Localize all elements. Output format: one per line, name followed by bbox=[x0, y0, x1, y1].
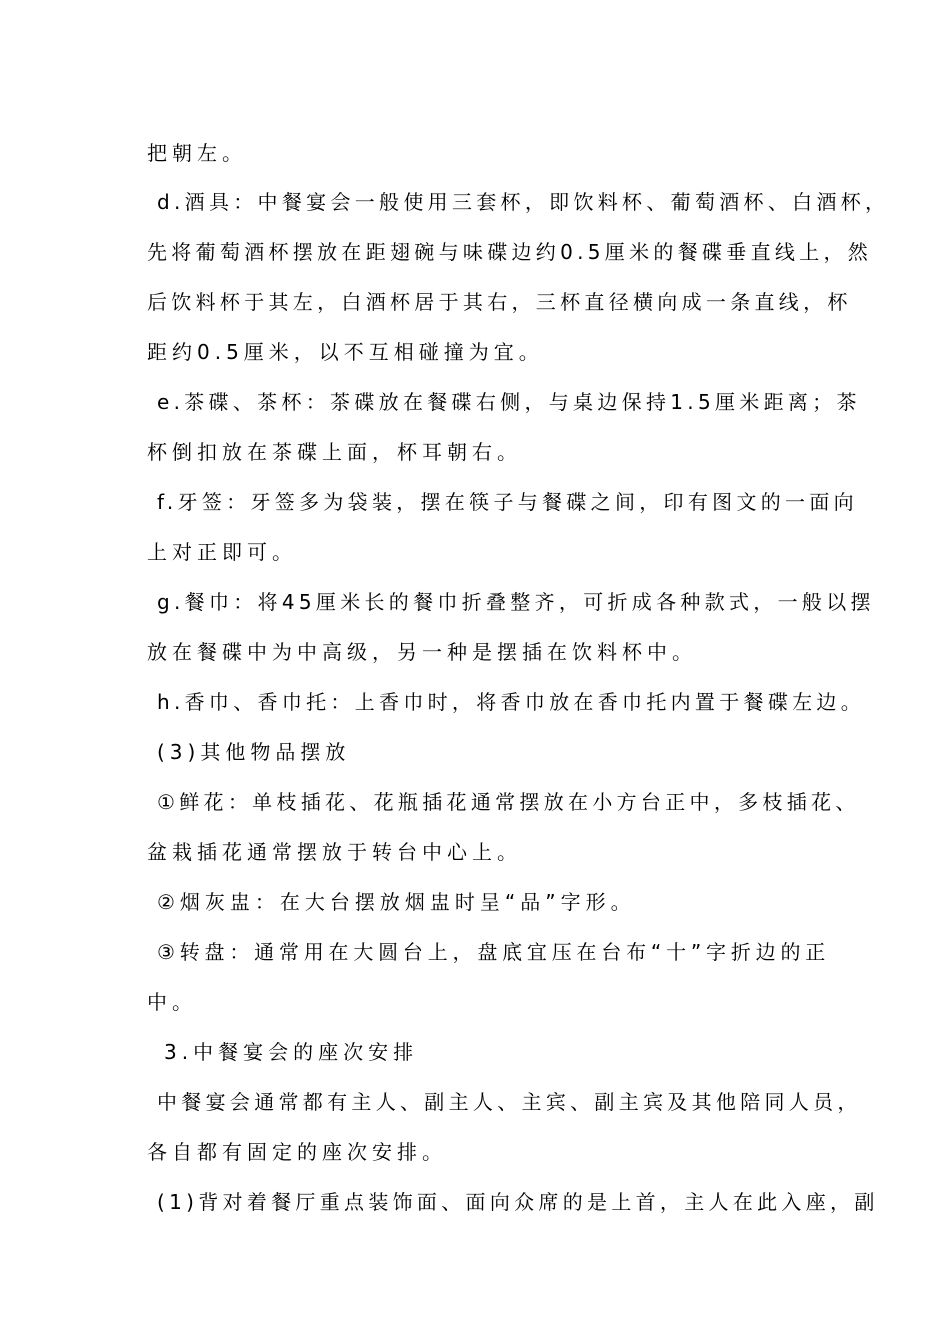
text-line-4: 后饮料杯于其左，白酒杯居于其右，三杯直径横向成一条直线，杯 bbox=[147, 290, 852, 314]
text-line-9: 上对正即可。 bbox=[147, 540, 297, 564]
text-line-5: 距约0.5厘米，以不互相碰撞为宜。 bbox=[147, 340, 544, 364]
text-line-3: 先将葡萄酒杯摆放在距翅碗与味碟边约0.5厘米的餐碟垂直线上，然 bbox=[147, 240, 873, 264]
text-line-2: d.酒具：中餐宴会一般使用三套杯，即饮料杯、葡萄酒杯、白酒杯， bbox=[157, 190, 890, 214]
section-heading-seating: 3.中餐宴会的座次安排 bbox=[164, 1040, 419, 1064]
text-line-12: h.香巾、香巾托：上香巾时，将香巾放在香巾托内置于餐碟左边。 bbox=[157, 690, 866, 714]
text-line-18: 中。 bbox=[147, 990, 197, 1014]
text-line-6: e.茶碟、茶杯：茶碟放在餐碟右侧，与桌边保持1.5厘米距离；茶 bbox=[157, 390, 861, 414]
section-heading-other-items: (3)其他物品摆放 bbox=[157, 740, 351, 764]
text-line-20: 中餐宴会通常都有主人、副主人、主宾、副主宾及其他陪同人员， bbox=[157, 1090, 862, 1114]
text-line-8: f.牙签：牙签多为袋装，摆在筷子与餐碟之间，印有图文的一面向 bbox=[157, 490, 858, 514]
text-line-14: ①鲜花：单枝插花、花瓶插花通常摆放在小方台正中，多枝插花、 bbox=[157, 790, 860, 814]
text-line-10: g.餐巾：将45厘米长的餐巾折叠整齐，可折成各种款式，一般以摆 bbox=[157, 590, 875, 614]
text-line-16: ②烟灰盅：在大台摆放烟盅时呈“品”字形。 bbox=[157, 890, 636, 914]
text-line-17: ③转盘：通常用在大圆台上，盘底宜压在台布“十”字折边的正 bbox=[157, 940, 831, 964]
text-line-1: 把朝左。 bbox=[147, 141, 247, 165]
text-line-21: 各自都有固定的座次安排。 bbox=[147, 1140, 447, 1164]
text-line-7: 杯倒扣放在茶碟上面，杯耳朝右。 bbox=[147, 440, 522, 464]
text-line-15: 盆栽插花通常摆放于转台中心上。 bbox=[147, 840, 522, 864]
text-line-11: 放在餐碟中为中高级，另一种是摆插在饮料杯中。 bbox=[147, 640, 697, 664]
text-line-22: (1)背对着餐厅重点装饰面、面向众席的是上首，主人在此入座，副 bbox=[157, 1190, 879, 1214]
